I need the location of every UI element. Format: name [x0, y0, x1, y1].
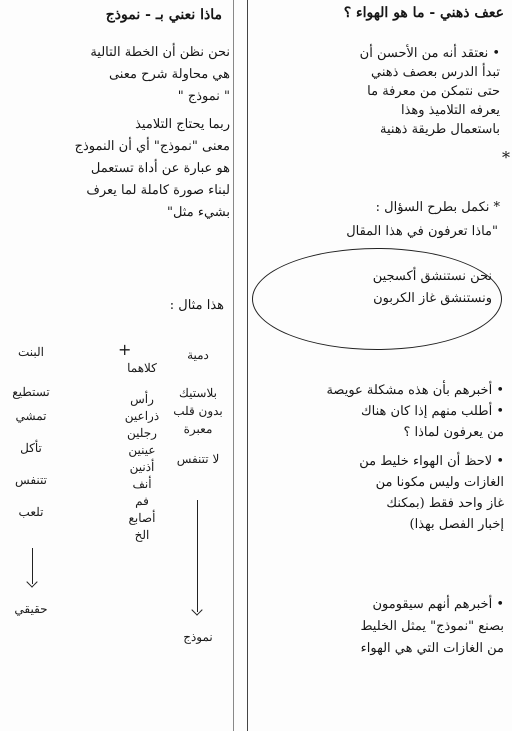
intro-line: باستعمال طريقة ذهنية	[380, 122, 500, 137]
intro-line: يعرفه التلاميذ وهذا	[400, 103, 500, 118]
action-line: من يعرفون لماذا ؟	[403, 425, 504, 440]
column-item: أنف	[132, 477, 152, 491]
question-intro: * نكمل بطرح السؤال :	[375, 200, 500, 215]
right-intro-paragraph	[360, 44, 500, 139]
question-text: "ماذا تعرفون في هذا المقال	[346, 224, 498, 239]
comparison-column-doll	[168, 346, 228, 468]
intro-line: حتى نتمكن من معرفة ما	[367, 84, 500, 99]
example-label: هذا مثال :	[169, 298, 224, 313]
explanation-line: بشيء مثل"	[166, 205, 230, 220]
explanation-line: ربما يحتاج التلاميذ	[135, 117, 230, 132]
column-item: رجلين	[127, 426, 157, 440]
model-explanation	[75, 42, 230, 224]
girl-arrow	[32, 548, 33, 584]
closing-steps	[360, 594, 504, 660]
column-header: دمية	[187, 348, 209, 362]
doll-arrow	[197, 500, 198, 612]
action-line: إخبار الفصل بهذا)	[409, 517, 504, 532]
action-line: • أخبرهم بأن هذه مشكلة عويصة	[326, 383, 504, 398]
column-item: بلاستيك	[179, 386, 217, 400]
column-item: رأس	[130, 392, 154, 406]
doll-result: نموذج	[183, 630, 213, 644]
column-item: لا تتنفس	[176, 452, 220, 466]
bubble-line: نحن نستنشق أكسجين	[372, 269, 492, 284]
comparison-column-girl	[0, 340, 62, 524]
comparison-column-both	[112, 360, 172, 544]
column-divider-left	[233, 0, 234, 731]
closing-line: من الغازات التي هي الهواء	[360, 641, 504, 656]
column-item: ذراعين	[124, 409, 160, 423]
column-divider-right	[247, 0, 248, 731]
left-column-title: ماذا نعني بـ - نموذج	[105, 7, 222, 23]
column-item: أصابع	[128, 511, 156, 525]
column-item: عينين	[128, 443, 156, 457]
bubble-line: ونستنشق غاز الكربون	[373, 291, 492, 306]
column-item: فم	[135, 494, 149, 508]
action-line: • لاحظ أن الهواء خليط من	[359, 454, 504, 469]
column-header: كلاهما	[127, 361, 157, 375]
explanation-line: هي محاولة شرح معنى	[108, 67, 230, 82]
action-steps	[326, 380, 504, 535]
girl-result: حقيقي	[14, 602, 48, 616]
column-item: أذنين	[129, 460, 155, 474]
star-mark: *	[502, 148, 510, 167]
column-item: تستطيع	[12, 385, 50, 399]
closing-line: • أخبرهم أنهم سيقومون	[372, 597, 504, 612]
plus-sign: +	[118, 340, 132, 359]
action-line: • أطلب منهم إذا كان هناك	[360, 404, 504, 419]
explanation-line: نحن نظن أن الخطة التالية	[90, 45, 230, 60]
column-item: تتنفس	[15, 473, 47, 487]
column-item: تلعب	[18, 505, 44, 519]
explanation-line: لبناء صورة كاملة لما يعرف	[86, 183, 230, 198]
column-item: تأكل	[20, 441, 42, 455]
column-item: بدون قلب	[173, 404, 223, 418]
column-item: تمشي	[15, 409, 47, 423]
explanation-line: معنى "نموذج" أي أن النموذج	[74, 139, 230, 154]
intro-line: • نعتقد أنه من الأحسن أن	[359, 46, 500, 61]
explanation-line: " نموذج "	[177, 89, 230, 104]
explanation-line: هو عبارة عن أداة تستعمل	[90, 161, 230, 176]
closing-line: بصنع "نموذج" يمثل الخليط	[360, 619, 504, 634]
action-line: غاز واحد فقط (بمكنك	[386, 496, 504, 511]
action-line: الغازات وليس مكونا من	[375, 475, 504, 490]
intro-line: تبدأ الدرس بعصف ذهني	[371, 65, 500, 80]
right-column-title: ععف ذهني - ما هو الهواء ؟	[343, 5, 504, 21]
column-item: معبرة	[183, 422, 213, 436]
column-item: الخ	[134, 528, 150, 542]
column-header: البنت	[17, 345, 44, 359]
answer-bubble-text	[373, 266, 492, 310]
